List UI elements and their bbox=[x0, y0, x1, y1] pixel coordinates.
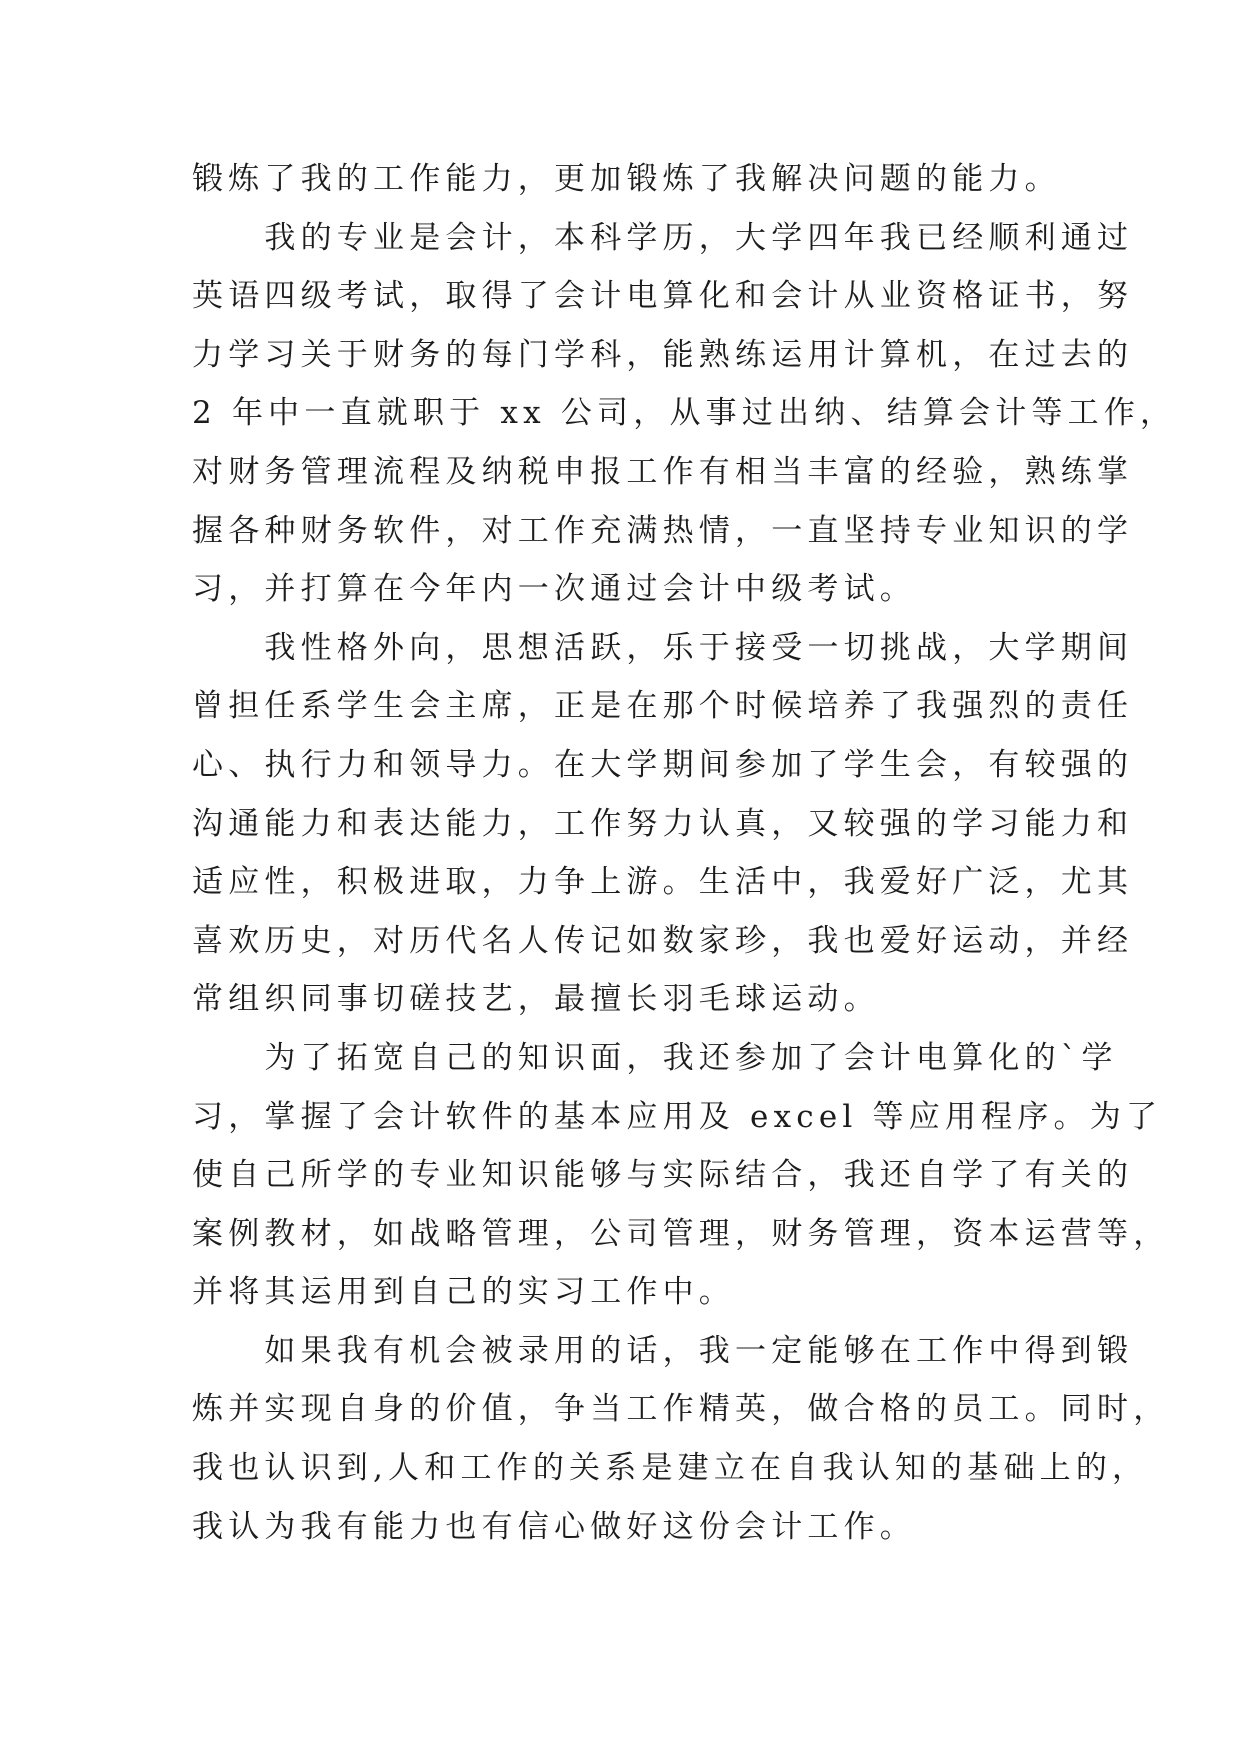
text-line: 炼并实现自身的价值，争当工作精英，做合格的员工。同时， bbox=[192, 1391, 1170, 1428]
text-line: 我的专业是会计，本科学历，大学四年我已经顺利通过 bbox=[192, 219, 1134, 256]
text-line: 我认为我有能力也有信心做好这份会计工作。 bbox=[192, 1508, 916, 1545]
text-line: 喜欢历史，对历代名人传记如数家珍，我也爱好运动，并经 bbox=[192, 922, 1134, 959]
text-line: 2 年中一直就职于 xx 公司，从事过出纳、结算会计等工作， bbox=[192, 395, 1177, 432]
text-line: 锻炼了我的工作能力，更加锻炼了我解决问题的能力。 bbox=[192, 161, 1061, 197]
body-text bbox=[192, 150, 1177, 1556]
text-line: 曾担任系学生会主席，正是在那个时候培养了我强烈的责任 bbox=[192, 688, 1134, 725]
text-line: 英语四级考试，取得了会计电算化和会计从业资格证书，努 bbox=[192, 278, 1134, 315]
text-line: 使自己所学的专业知识能够与实际结合，我还自学了有关的 bbox=[192, 1157, 1134, 1194]
text-line: 并将其运用到自己的实习工作中。 bbox=[192, 1274, 735, 1311]
text-line: 习，掌握了会计软件的基本应用及 excel 等应用程序。为了 bbox=[192, 1098, 1163, 1135]
text-line: 我也认识到,人和工作的关系是建立在自我认知的基础上的， bbox=[192, 1450, 1149, 1487]
text-line: 我性格外向，思想活跃，乐于接受一切挑战，大学期间 bbox=[192, 629, 1134, 666]
text-line: 适应性，积极进取，力争上游。生活中，我爱好广泛，尤其 bbox=[192, 864, 1134, 901]
text-line: 常组织同事切磋技艺，最擅长羽毛球运动。 bbox=[192, 981, 880, 1018]
text-line: 心、执行力和领导力。在大学期间参加了学生会，有较强的 bbox=[192, 746, 1134, 783]
text-line: 对财务管理流程及纳税申报工作有相当丰富的经验，熟练掌 bbox=[192, 453, 1134, 490]
text-line: 习，并打算在今年内一次通过会计中级考试。 bbox=[192, 571, 916, 608]
text-line: 力学习关于财务的每门学科，能熟练运用计算机，在过去的 bbox=[192, 336, 1134, 373]
text-line: 为了拓宽自己的知识面，我还参加了会计电算化的`学 bbox=[192, 1039, 1118, 1076]
text-line: 案例教材，如战略管理，公司管理，财务管理，资本运营等， bbox=[192, 1215, 1170, 1252]
text-line: 沟通能力和表达能力，工作努力认真，又较强的学习能力和 bbox=[192, 805, 1134, 842]
text-line: 握各种财务软件，对工作充满热情，一直坚持专业知识的学 bbox=[192, 512, 1134, 549]
text-line: 如果我有机会被录用的话，我一定能够在工作中得到锻 bbox=[192, 1332, 1134, 1369]
